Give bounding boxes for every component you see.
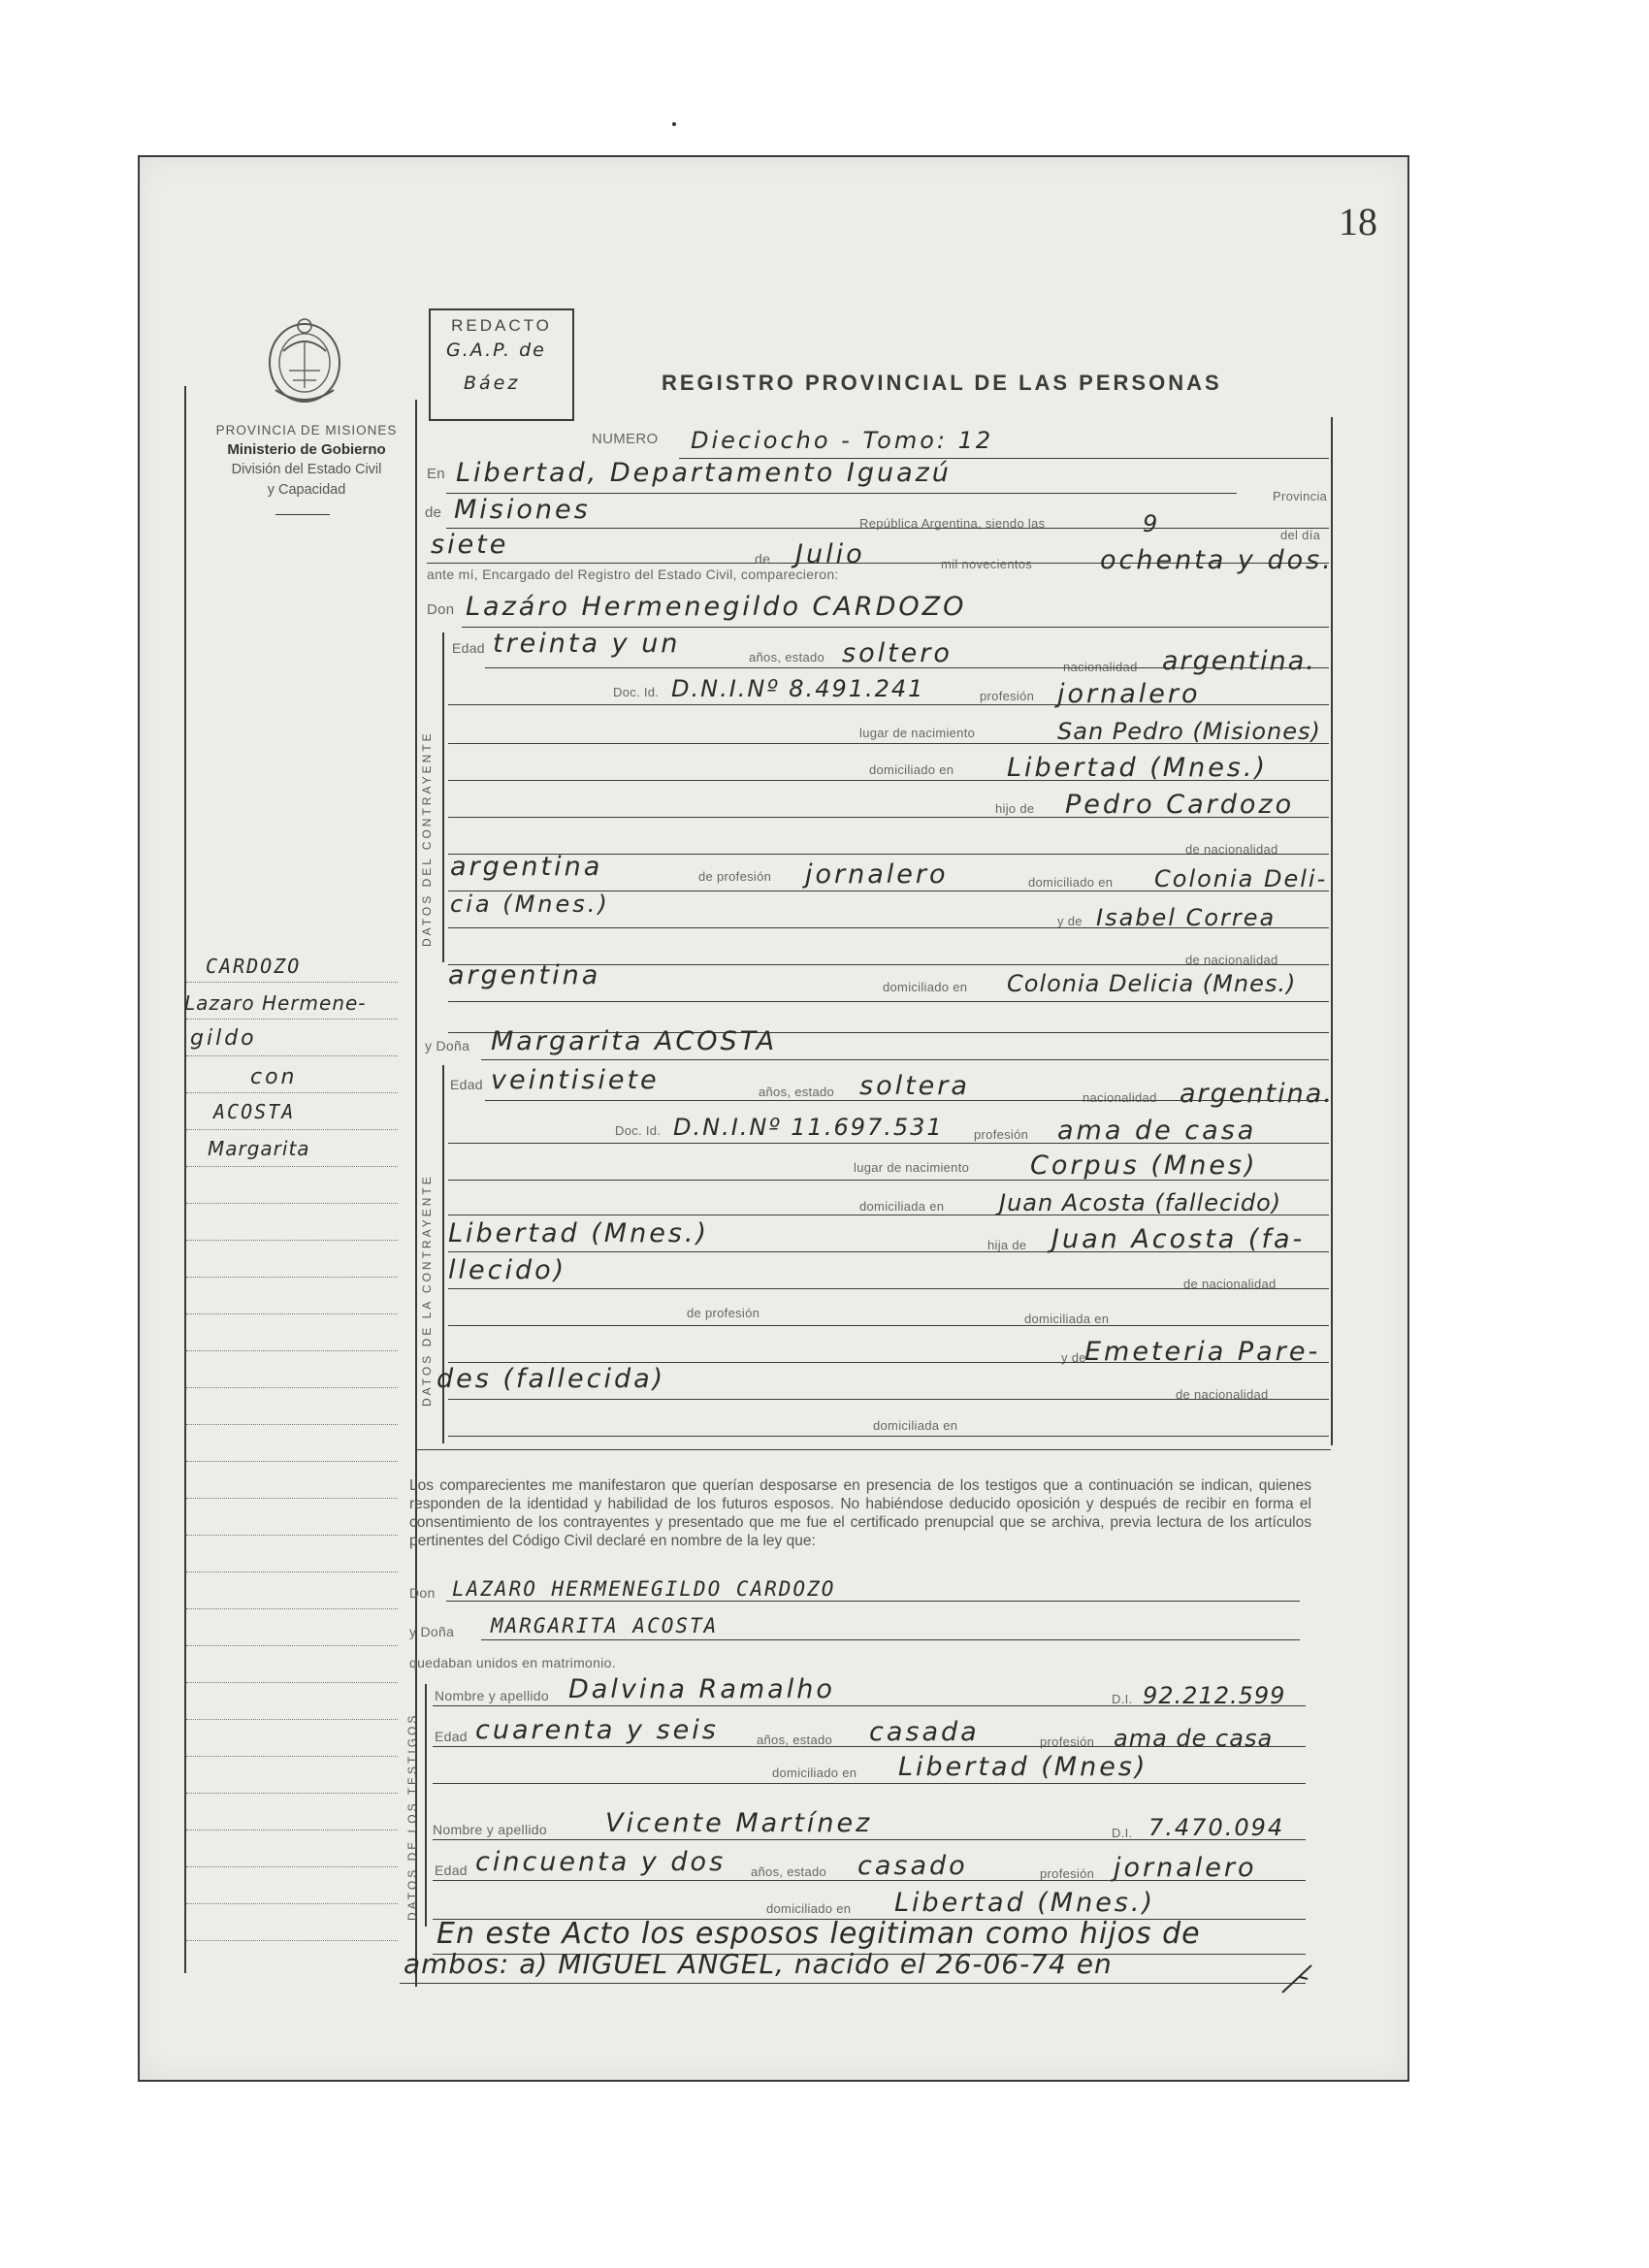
- groom-lugar-label: lugar de nacimiento: [859, 726, 976, 740]
- bride-address-2: Libertad (Mnes.): [448, 1218, 709, 1248]
- margin-note-line-5: ACOSTA: [213, 1100, 296, 1123]
- groom-father-address-2: cia (Mnes.): [450, 891, 610, 918]
- rule: [448, 1251, 1329, 1252]
- witness2-estado-label: años, estado: [751, 1864, 827, 1879]
- rule: [448, 1325, 1329, 1326]
- rule: [448, 1180, 1329, 1181]
- rule: [446, 493, 1237, 494]
- witness2-di-label: D.I.: [1112, 1826, 1133, 1840]
- groom-edad-label: Edad: [452, 640, 485, 656]
- witness1-address: Libertad (Mnes): [898, 1752, 1148, 1782]
- bride-nationality: argentina.: [1180, 1079, 1334, 1109]
- act-day: siete: [431, 530, 509, 560]
- margin-note-line-2: Lazaro Hermene-: [184, 991, 367, 1015]
- de-label: de: [425, 504, 442, 521]
- province-name: PROVINCIA DE MISIONES: [215, 423, 398, 437]
- bride-mother-2: des (fallecida): [436, 1364, 666, 1394]
- witness2-domicilio-label: domiciliado en: [766, 1901, 852, 1916]
- groom-document: D.N.I.Nº 8.491.241: [671, 675, 925, 702]
- legitimation-line-2: ambos: a) MIGUEL ANGEL, nacido el 26-06-74 en: [404, 1948, 1113, 1980]
- datos-la-contrayente-label: DATOS DE LA CONTRAYENTE: [420, 1174, 434, 1407]
- witness2-address: Libertad (Mnes.): [894, 1888, 1155, 1918]
- end-flourish-icon: [1278, 1960, 1317, 1998]
- groom-father: Pedro Cardozo: [1065, 790, 1295, 820]
- witness1-civil-status: casada: [869, 1717, 980, 1747]
- legitimation-line-1: En este Acto los esposos legitiman como hijos de: [436, 1917, 1201, 1951]
- rule: [448, 1362, 1329, 1363]
- bride-mother-1: Emeteria Pare-: [1084, 1337, 1321, 1367]
- declared-bride: MARGARITA ACOSTA: [491, 1614, 719, 1637]
- act-number: Dieciocho - Tomo: 12: [691, 427, 994, 454]
- groom-birthplace: San Pedro (Misiones): [1057, 718, 1321, 745]
- datos-contrayente-label: DATOS DEL CONTRAYENTE: [420, 730, 434, 947]
- witness2-name: Vicente Martínez: [605, 1808, 873, 1838]
- witness2-age: cincuenta y dos: [475, 1847, 727, 1877]
- witness-block-border: [425, 1684, 427, 1927]
- bride-profesion-label: profesión: [974, 1127, 1029, 1142]
- rule: [433, 1880, 1306, 1881]
- bride-edad-label: Edad: [450, 1077, 483, 1092]
- bride-estado-label: años, estado: [759, 1085, 835, 1099]
- rule: [485, 667, 1329, 668]
- bride-lugar-label: lugar de nacimiento: [854, 1160, 970, 1175]
- datos-testigos-label: DATOS DE LOS TESTIGOS: [405, 1712, 419, 1921]
- margin-note-line-1: CARDOZO: [206, 955, 302, 978]
- bride-profession: ama de casa: [1057, 1116, 1257, 1146]
- page-number: 18: [1339, 200, 1377, 243]
- provincia-label: Provincia: [1273, 489, 1328, 503]
- groom-mother: Isabel Correa: [1096, 904, 1277, 931]
- witness1-name: Dalvina Ramalho: [568, 1674, 835, 1704]
- rule: [448, 817, 1329, 818]
- bride-father-prof-label: de profesión: [687, 1306, 760, 1320]
- don-label: Don: [427, 601, 455, 618]
- bride-civil-status: soltera: [859, 1071, 970, 1101]
- groom-profesion-label: profesión: [980, 689, 1035, 703]
- witness1-estado-label: años, estado: [757, 1733, 833, 1747]
- groom-age: treinta y un: [493, 629, 681, 659]
- stamp-line-2: G.A.P. de: [446, 340, 546, 361]
- division-line-1: División del Estado Civil: [231, 462, 382, 477]
- groom-estado-label: años, estado: [749, 650, 825, 664]
- rule: [481, 1059, 1329, 1060]
- mil-novecientos-label: mil novecientos: [941, 557, 1033, 571]
- bride-address-1: Juan Acosta (fallecido): [999, 1189, 1282, 1216]
- bride-doc-label: Doc. Id.: [615, 1123, 662, 1138]
- rule: [448, 927, 1329, 928]
- declared-groom: LAZARO HERMENEGILDO CARDOZO: [452, 1577, 836, 1601]
- act-month: Julio: [795, 539, 865, 569]
- groom-father-nac-label: de nacionalidad: [1185, 842, 1278, 857]
- witness2-profession: jornalero: [1114, 1853, 1257, 1883]
- witness1-age: cuarenta y seis: [475, 1715, 719, 1745]
- groom-father-prof-label: de profesión: [698, 869, 772, 884]
- rule: [448, 1001, 1329, 1002]
- margin-note-line-4: con: [250, 1065, 298, 1089]
- groom-nacionalidad-label: nacionalidad: [1063, 660, 1138, 674]
- speck: [672, 122, 676, 126]
- margin-note-line-6: Margarita: [208, 1137, 310, 1160]
- groom-y-de-label: y de: [1057, 914, 1083, 928]
- groom-mother-address: Colonia Delicia (Mnes.): [1007, 970, 1297, 997]
- bride-mother-dom-label: domiciliada en: [873, 1418, 958, 1433]
- bride-document: D.N.I.Nº 11.697.531: [673, 1114, 944, 1141]
- groom-father-profession: jornalero: [805, 859, 949, 890]
- witness2-di: 7.470.094: [1148, 1814, 1285, 1841]
- bride-nacionalidad-label: nacionalidad: [1083, 1090, 1157, 1105]
- witness1-di-label: D.I.: [1112, 1692, 1133, 1706]
- groom-hijo-label: hijo de: [995, 801, 1035, 816]
- rule: [446, 1601, 1300, 1602]
- rule: [433, 1705, 1306, 1706]
- witness1-profession: ama de casa: [1114, 1725, 1274, 1752]
- declaration-paragraph: Los comparecientes me manifestaron que querían desposarse en presencia de los testigos que a continuación se indican, quienes responden de la identidad y habilidad de los futuros esposos. No habiéndose deducido oposición y después de recibir en forma el consentimiento de los contrayentes y presentado que me fue el certificado prenupcial que se archiva, previa lectura de los artículos pertinentes del Código Civil declaré en nombre de la ley que:: [409, 1477, 1311, 1549]
- en-label: En: [427, 466, 445, 482]
- groom-father-address-1: Colonia Deli-: [1154, 865, 1328, 892]
- witness2-civil-status: casado: [857, 1851, 968, 1881]
- rule: [448, 780, 1329, 781]
- quedaban-label: quedaban unidos en matrimonio.: [409, 1655, 616, 1670]
- ministry-name: Ministerio de Gobierno: [227, 441, 386, 458]
- bride-y-de-label: y de: [1061, 1350, 1086, 1365]
- rule: [448, 704, 1329, 705]
- rule: [481, 1639, 1300, 1640]
- de-mes-label: de: [755, 551, 771, 567]
- act-province: Misiones: [454, 495, 591, 525]
- act-locality: Libertad, Departamento Iguazú: [456, 458, 952, 488]
- witness1-di: 92.212.599: [1143, 1682, 1286, 1709]
- groom-block-border: [442, 632, 444, 962]
- rule: [448, 1143, 1329, 1144]
- rule: [462, 627, 1329, 628]
- witness2-profesion-label: profesión: [1040, 1866, 1095, 1881]
- margin-note-line-3: gildo: [190, 1026, 257, 1051]
- rule: [485, 1100, 1329, 1101]
- redacto-stamp: [429, 308, 574, 421]
- groom-civil-status: soltero: [842, 638, 953, 668]
- witness1-edad-label: Edad: [435, 1729, 468, 1744]
- stamp-line-1: REDACTO: [451, 316, 552, 335]
- bride-birthplace: Corpus (Mnes): [1030, 1150, 1258, 1181]
- declared-don-label: Don: [409, 1585, 436, 1601]
- groom-doc-label: Doc. Id.: [613, 685, 660, 699]
- rule: [433, 1839, 1306, 1840]
- rule: [433, 1783, 1306, 1784]
- declared-dona-label: y Doña: [409, 1624, 455, 1639]
- bride-domicilio-label: domiciliada en: [859, 1199, 945, 1214]
- groom-mother-dom-label: domiciliado en: [883, 980, 968, 994]
- groom-nationality: argentina.: [1162, 646, 1316, 676]
- encargado-label: ante mí, Encargado del Registro del Estado Civil, comparecieron:: [427, 567, 839, 582]
- witness1-profesion-label: profesión: [1040, 1734, 1095, 1749]
- witness2-edad-label: Edad: [435, 1863, 468, 1878]
- republica-label: República Argentina, siendo las: [859, 516, 1046, 531]
- division-line-2: y Capacidad: [267, 482, 346, 498]
- groom-mother-nac-label: de nacionalidad: [1185, 953, 1278, 967]
- bride-father-2: llecido): [448, 1255, 567, 1285]
- groom-profession: jornalero: [1057, 679, 1201, 709]
- bride-hija-label: hija de: [987, 1238, 1027, 1252]
- bride-name: Margarita ACOSTA: [491, 1026, 778, 1056]
- provincial-seal: [262, 312, 347, 409]
- bride-father-1: Juan Acosta (fa-: [1051, 1224, 1306, 1254]
- rule: [433, 1746, 1306, 1747]
- act-hour: 9: [1143, 510, 1161, 537]
- witness2-nombre-label: Nombre y apellido: [433, 1822, 547, 1837]
- stamp-line-3: Báez: [464, 373, 521, 394]
- numero-label: NUMERO: [592, 431, 659, 447]
- left-column-border: [184, 386, 186, 1973]
- act-year: ochenta y dos.: [1100, 545, 1334, 575]
- groom-address: Libertad (Mnes.): [1007, 753, 1268, 783]
- del-dia-label: del día: [1280, 528, 1321, 542]
- bride-age: veintisiete: [491, 1065, 660, 1095]
- y-dona-label: y Doña: [425, 1038, 470, 1053]
- groom-father-nationality: argentina: [450, 852, 603, 882]
- groom-name: Lazáro Hermenegildo CARDOZO: [466, 592, 967, 622]
- rule: [448, 1399, 1329, 1400]
- rule: [448, 743, 1329, 744]
- witness1-nombre-label: Nombre y apellido: [435, 1688, 549, 1703]
- bride-father-nac-label: de nacionalidad: [1183, 1277, 1277, 1291]
- rule: [400, 1983, 1306, 1984]
- groom-father-dom-label: domiciliado en: [1028, 875, 1114, 890]
- witness1-domicilio-label: domiciliado en: [772, 1766, 857, 1780]
- groom-mother-nationality: argentina: [448, 960, 601, 990]
- rule: [448, 1288, 1329, 1289]
- groom-domicilio-label: domiciliado en: [869, 762, 954, 777]
- short-divider: [275, 514, 330, 515]
- bride-father-dom-label: domiciliada en: [1024, 1312, 1110, 1326]
- bride-mother-nac-label: de nacionalidad: [1176, 1387, 1269, 1402]
- rule: [448, 1436, 1329, 1437]
- escudo-misiones-icon: [262, 312, 347, 409]
- rule: [417, 1449, 1331, 1450]
- registry-title: REGISTRO PROVINCIAL DE LAS PERSONAS: [662, 371, 1222, 395]
